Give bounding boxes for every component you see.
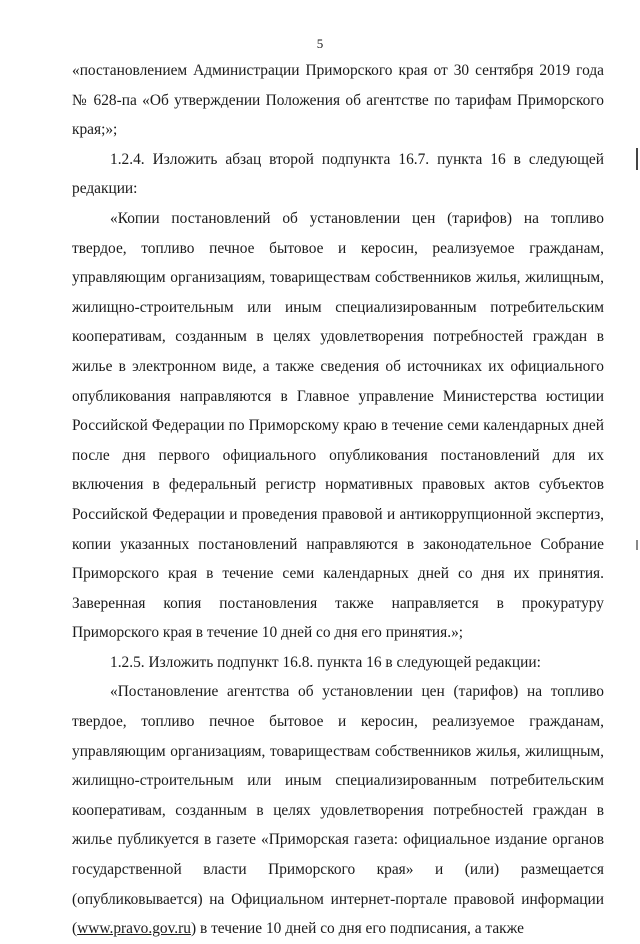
scan-edge-mark-lower	[636, 540, 638, 550]
publication-text-end: ) в течение 10 дней со дня его подписания, а также	[190, 920, 524, 938]
paragraph-continuation: «постановлением Администрации Приморского края от 30 сентября 2019 года № 628-па «Об утверждении Положения об агентстве по тарифам Приморского края;»;	[72, 62, 604, 139]
paragraph-1-2-4: 1.2.4. Изложить абзац второй подпункта 16.7. пункта 16 в следующей редакции:	[72, 150, 604, 198]
publication-text-start: «Постановление агентства об установлении цен (тарифов) на топливо твердое, топливо печное бытовое и керосин, реализуемое гражданам, управляющим организациям, товариществам собственников жилья, жилищным, жилищно-строительным или иным специализированным потребительским кооперативам, созданным в целях удовлетворения потребностей граждан в жилье публикуется в газете «Приморская газета: официальное издание органов государственной власти Приморского края» и (или) размещается (опубликовывается) на Официальном интернет-портале правовой информации (	[72, 683, 604, 938]
paragraph-quote-publication	[72, 677, 604, 943]
document-body	[72, 56, 604, 944]
paragraph-quote-copies: «Копии постановлений об установлении цен (тарифов) на топливо твердое, топливо печное бытовое и керосин, реализуемое гражданам, управляющим организациям, товариществам собственников жилья, жилищным, жилищно-строительным или иным специализированным потребительским кооперативам, созданным в целях удовлетворения потребностей граждан в жилье в электронном виде, а также сведения об источниках их официального опубликования направляются в Главное управление Министерства юстиции Российской Федерации по Приморскому краю в течение семи календарных дней после дня первого официального опубликования постановлений для их включения в федеральный регистр нормативных правовых актов субъектов Российской Федерации и проведения правовой и антикоррупционной экспертиз, копии указанных постановлений направляются в законодательное Собрание Приморского края в течение семи календарных дней со дня их принятия. Заверенная копия постановления также направляется в прокуратуру Приморского края в течение 10 дней со дня его принятия.»;	[72, 209, 604, 642]
page-number: 5	[316, 36, 324, 51]
pravo-gov-link[interactable]: www.pravo.gov.ru	[77, 920, 191, 938]
scan-edge-mark	[636, 148, 638, 170]
paragraph-1-2-5: 1.2.5. Изложить подпункт 16.8. пункта 16 в следующей редакции:	[110, 653, 541, 671]
